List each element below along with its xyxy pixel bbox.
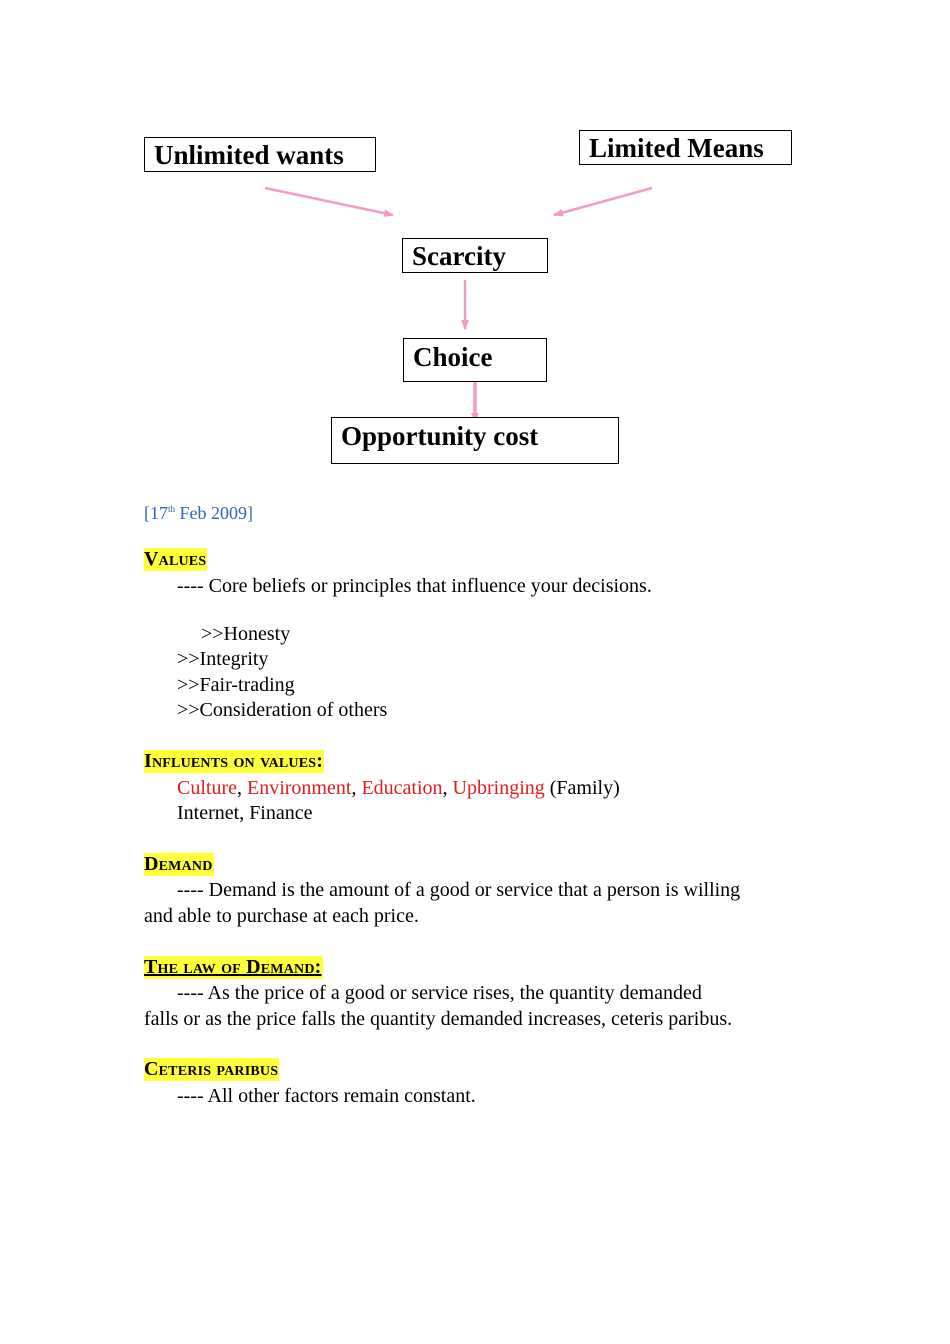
values-definition: ---- Core beliefs or principles that influence your decisions. <box>177 575 652 597</box>
influents-heading: Influents on values: <box>144 750 324 772</box>
date-suffix: th <box>168 504 176 514</box>
values-item-consideration: >>Consideration of others <box>177 699 388 721</box>
values-item-honesty: >>Honesty <box>201 623 291 645</box>
influent-upbringing: Upbringing <box>452 777 545 799</box>
arrow-wants-to-scarcity <box>265 188 393 215</box>
date-rest: Feb 2009] <box>175 503 254 523</box>
influent-education: Education <box>361 777 443 799</box>
law-heading: The law of Demand: <box>144 956 322 978</box>
demand-line1: ---- Demand is the amount of a good or service that a person is willing <box>177 879 741 901</box>
scarcity-box <box>402 238 548 273</box>
law-line1: ---- As the price of a good or service rises, the quantity demanded <box>177 982 702 1004</box>
unlimited-wants-label: Unlimited wants <box>154 140 344 170</box>
comma: , <box>237 777 247 799</box>
choice-box <box>403 338 547 382</box>
values-item-fair-trading: >>Fair-trading <box>177 674 295 696</box>
choice-label: Choice <box>413 342 493 372</box>
influent-culture: Culture <box>177 777 237 799</box>
comma: , <box>351 777 362 799</box>
values-item-integrity: >>Integrity <box>177 648 269 670</box>
ceteris-line1: ---- All other factors remain constant. <box>177 1085 476 1107</box>
scarcity-label: Scarcity <box>412 241 506 271</box>
influents-line1 <box>177 775 620 801</box>
comma: , <box>442 777 453 799</box>
ceteris-heading: Ceteris paribus <box>144 1058 279 1080</box>
limited-means-box <box>579 130 792 165</box>
demand-line2: and able to purchase at each price. <box>144 905 419 927</box>
opportunity-cost-label: Opportunity cost <box>341 421 539 451</box>
law-line2: falls or as the price falls the quantity demanded increases, ceteris paribus. <box>144 1008 733 1030</box>
values-heading: Values <box>144 548 207 570</box>
arrow-means-to-scarcity <box>554 188 652 215</box>
influent-family: (Family) <box>544 777 620 799</box>
demand-heading: Demand <box>144 853 213 875</box>
influent-environment: Environment <box>247 777 352 799</box>
unlimited-wants-box <box>144 137 376 172</box>
opportunity-cost-box <box>331 417 619 464</box>
limited-means-label: Limited Means <box>589 133 764 163</box>
date-stamp <box>144 503 253 524</box>
date-day: [17 <box>144 503 168 523</box>
influents-line2: Internet, Finance <box>177 802 313 824</box>
